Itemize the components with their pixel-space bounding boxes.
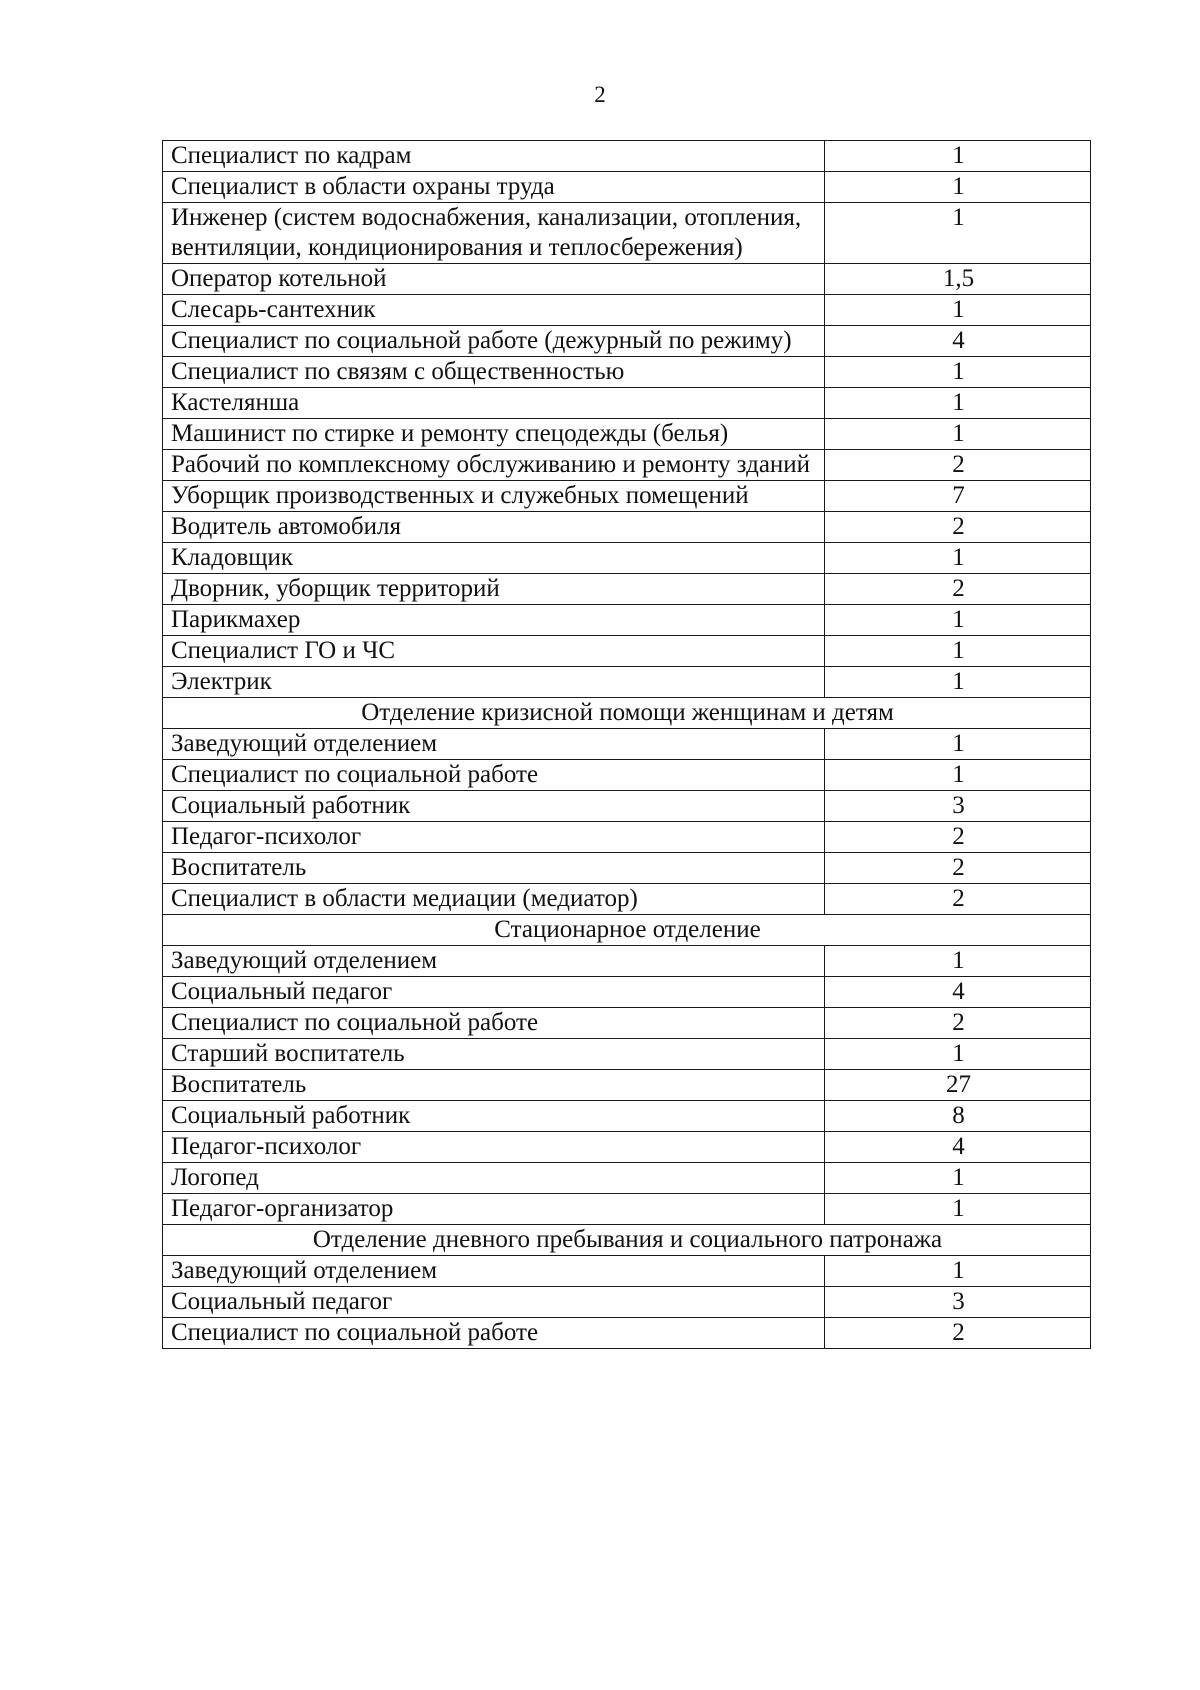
- count-cell: 1: [825, 388, 1091, 419]
- position-cell: Слесарь-сантехник: [163, 295, 825, 326]
- count-cell: 1: [825, 357, 1091, 388]
- section-title: Отделение кризисной помощи женщинам и детям: [163, 698, 1091, 729]
- table-row: [163, 203, 1091, 264]
- staffing-table: [162, 140, 1091, 1349]
- table-row: [163, 1008, 1091, 1039]
- position-cell: Специалист по связям с общественностью: [163, 357, 825, 388]
- position-cell: Заведующий отделением: [163, 946, 825, 977]
- table-row: [163, 450, 1091, 481]
- count-cell: 2: [825, 884, 1091, 915]
- count-cell: 8: [825, 1101, 1091, 1132]
- table-row: [163, 326, 1091, 357]
- count-cell: 1: [825, 605, 1091, 636]
- position-cell: Специалист по социальной работе (дежурный по режиму): [163, 326, 825, 357]
- table-row: [163, 1318, 1091, 1349]
- section-header-row: [163, 915, 1091, 946]
- position-cell: Социальный работник: [163, 791, 825, 822]
- position-cell: Педагог-организатор: [163, 1194, 825, 1225]
- count-cell: 2: [825, 450, 1091, 481]
- position-cell: Электрик: [163, 667, 825, 698]
- position-cell: Воспитатель: [163, 1070, 825, 1101]
- count-cell: 1: [825, 1256, 1091, 1287]
- table-row: [163, 760, 1091, 791]
- position-cell: Машинист по стирке и ремонту спецодежды (белья): [163, 419, 825, 450]
- position-cell: Специалист по кадрам: [163, 141, 825, 172]
- count-cell: 2: [825, 853, 1091, 884]
- position-cell: Парикмахер: [163, 605, 825, 636]
- count-cell: 1,5: [825, 264, 1091, 295]
- table-row: [163, 512, 1091, 543]
- count-cell: 3: [825, 1287, 1091, 1318]
- table-row: [163, 977, 1091, 1008]
- page-number: 2: [594, 82, 606, 107]
- section-header-row: [163, 1225, 1091, 1256]
- position-cell: Воспитатель: [163, 853, 825, 884]
- table-row: [163, 1163, 1091, 1194]
- count-cell: 4: [825, 1132, 1091, 1163]
- count-cell: 2: [825, 822, 1091, 853]
- count-cell: 4: [825, 977, 1091, 1008]
- count-cell: 1: [825, 295, 1091, 326]
- table-row: [163, 884, 1091, 915]
- count-cell: 2: [825, 512, 1091, 543]
- position-cell: Социальный педагог: [163, 1287, 825, 1318]
- count-cell: 1: [825, 1163, 1091, 1194]
- position-cell: Специалист по социальной работе: [163, 760, 825, 791]
- staffing-table-body: [163, 141, 1091, 1349]
- position-cell: Педагог-психолог: [163, 822, 825, 853]
- count-cell: 1: [825, 729, 1091, 760]
- table-row: [163, 543, 1091, 574]
- position-cell: Кладовщик: [163, 543, 825, 574]
- position-cell: Заведующий отделением: [163, 729, 825, 760]
- table-row: [163, 667, 1091, 698]
- position-cell: Логопед: [163, 1163, 825, 1194]
- table-row: [163, 419, 1091, 450]
- table-row: [163, 1256, 1091, 1287]
- position-cell: Специалист в области охраны труда: [163, 172, 825, 203]
- position-cell: Старший воспитатель: [163, 1039, 825, 1070]
- table-row: [163, 1101, 1091, 1132]
- count-cell: 2: [825, 1008, 1091, 1039]
- count-cell: 7: [825, 481, 1091, 512]
- position-cell: Специалист по социальной работе: [163, 1318, 825, 1349]
- position-cell: Специалист в области медиации (медиатор): [163, 884, 825, 915]
- table-row: [163, 853, 1091, 884]
- table-row: [163, 1039, 1091, 1070]
- position-cell: Уборщик производственных и служебных помещений: [163, 481, 825, 512]
- position-cell: Социальный педагог: [163, 977, 825, 1008]
- count-cell: 27: [825, 1070, 1091, 1101]
- table-row: [163, 574, 1091, 605]
- table-row: [163, 1287, 1091, 1318]
- table-row: [163, 295, 1091, 326]
- table-row: [163, 636, 1091, 667]
- table-row: [163, 1132, 1091, 1163]
- table-row: [163, 264, 1091, 295]
- table-row: [163, 481, 1091, 512]
- count-cell: 1: [825, 946, 1091, 977]
- position-cell: Дворник, уборщик территорий: [163, 574, 825, 605]
- position-cell: Инженер (систем водоснабжения, канализации, отопления, вентиляции, кондиционирования и теплосбережения): [163, 203, 825, 264]
- position-cell: Рабочий по комплексному обслуживанию и ремонту зданий: [163, 450, 825, 481]
- count-cell: 1: [825, 1039, 1091, 1070]
- table-row: [163, 791, 1091, 822]
- count-cell: 2: [825, 574, 1091, 605]
- count-cell: 1: [825, 172, 1091, 203]
- section-title: Отделение дневного пребывания и социального патронажа: [163, 1225, 1091, 1256]
- position-cell: Оператор котельной: [163, 264, 825, 295]
- count-cell: 1: [825, 760, 1091, 791]
- count-cell: 3: [825, 791, 1091, 822]
- count-cell: 1: [825, 419, 1091, 450]
- count-cell: 4: [825, 326, 1091, 357]
- table-row: [163, 388, 1091, 419]
- count-cell: 1: [825, 203, 1091, 264]
- table-row: [163, 605, 1091, 636]
- count-cell: 1: [825, 667, 1091, 698]
- position-cell: Водитель автомобиля: [163, 512, 825, 543]
- count-cell: 2: [825, 1318, 1091, 1349]
- table-row: [163, 729, 1091, 760]
- position-cell: Педагог-психолог: [163, 1132, 825, 1163]
- count-cell: 1: [825, 636, 1091, 667]
- section-title: Стационарное отделение: [163, 915, 1091, 946]
- table-row: [163, 357, 1091, 388]
- position-cell: Социальный работник: [163, 1101, 825, 1132]
- position-cell: Кастелянша: [163, 388, 825, 419]
- table-row: [163, 172, 1091, 203]
- count-cell: 1: [825, 141, 1091, 172]
- table-row: [163, 1070, 1091, 1101]
- table-row: [163, 141, 1091, 172]
- position-cell: Специалист по социальной работе: [163, 1008, 825, 1039]
- table-row: [163, 1194, 1091, 1225]
- table-row: [163, 946, 1091, 977]
- count-cell: 1: [825, 1194, 1091, 1225]
- count-cell: 1: [825, 543, 1091, 574]
- position-cell: Специалист ГО и ЧС: [163, 636, 825, 667]
- position-cell: Заведующий отделением: [163, 1256, 825, 1287]
- table-row: [163, 822, 1091, 853]
- section-header-row: [163, 698, 1091, 729]
